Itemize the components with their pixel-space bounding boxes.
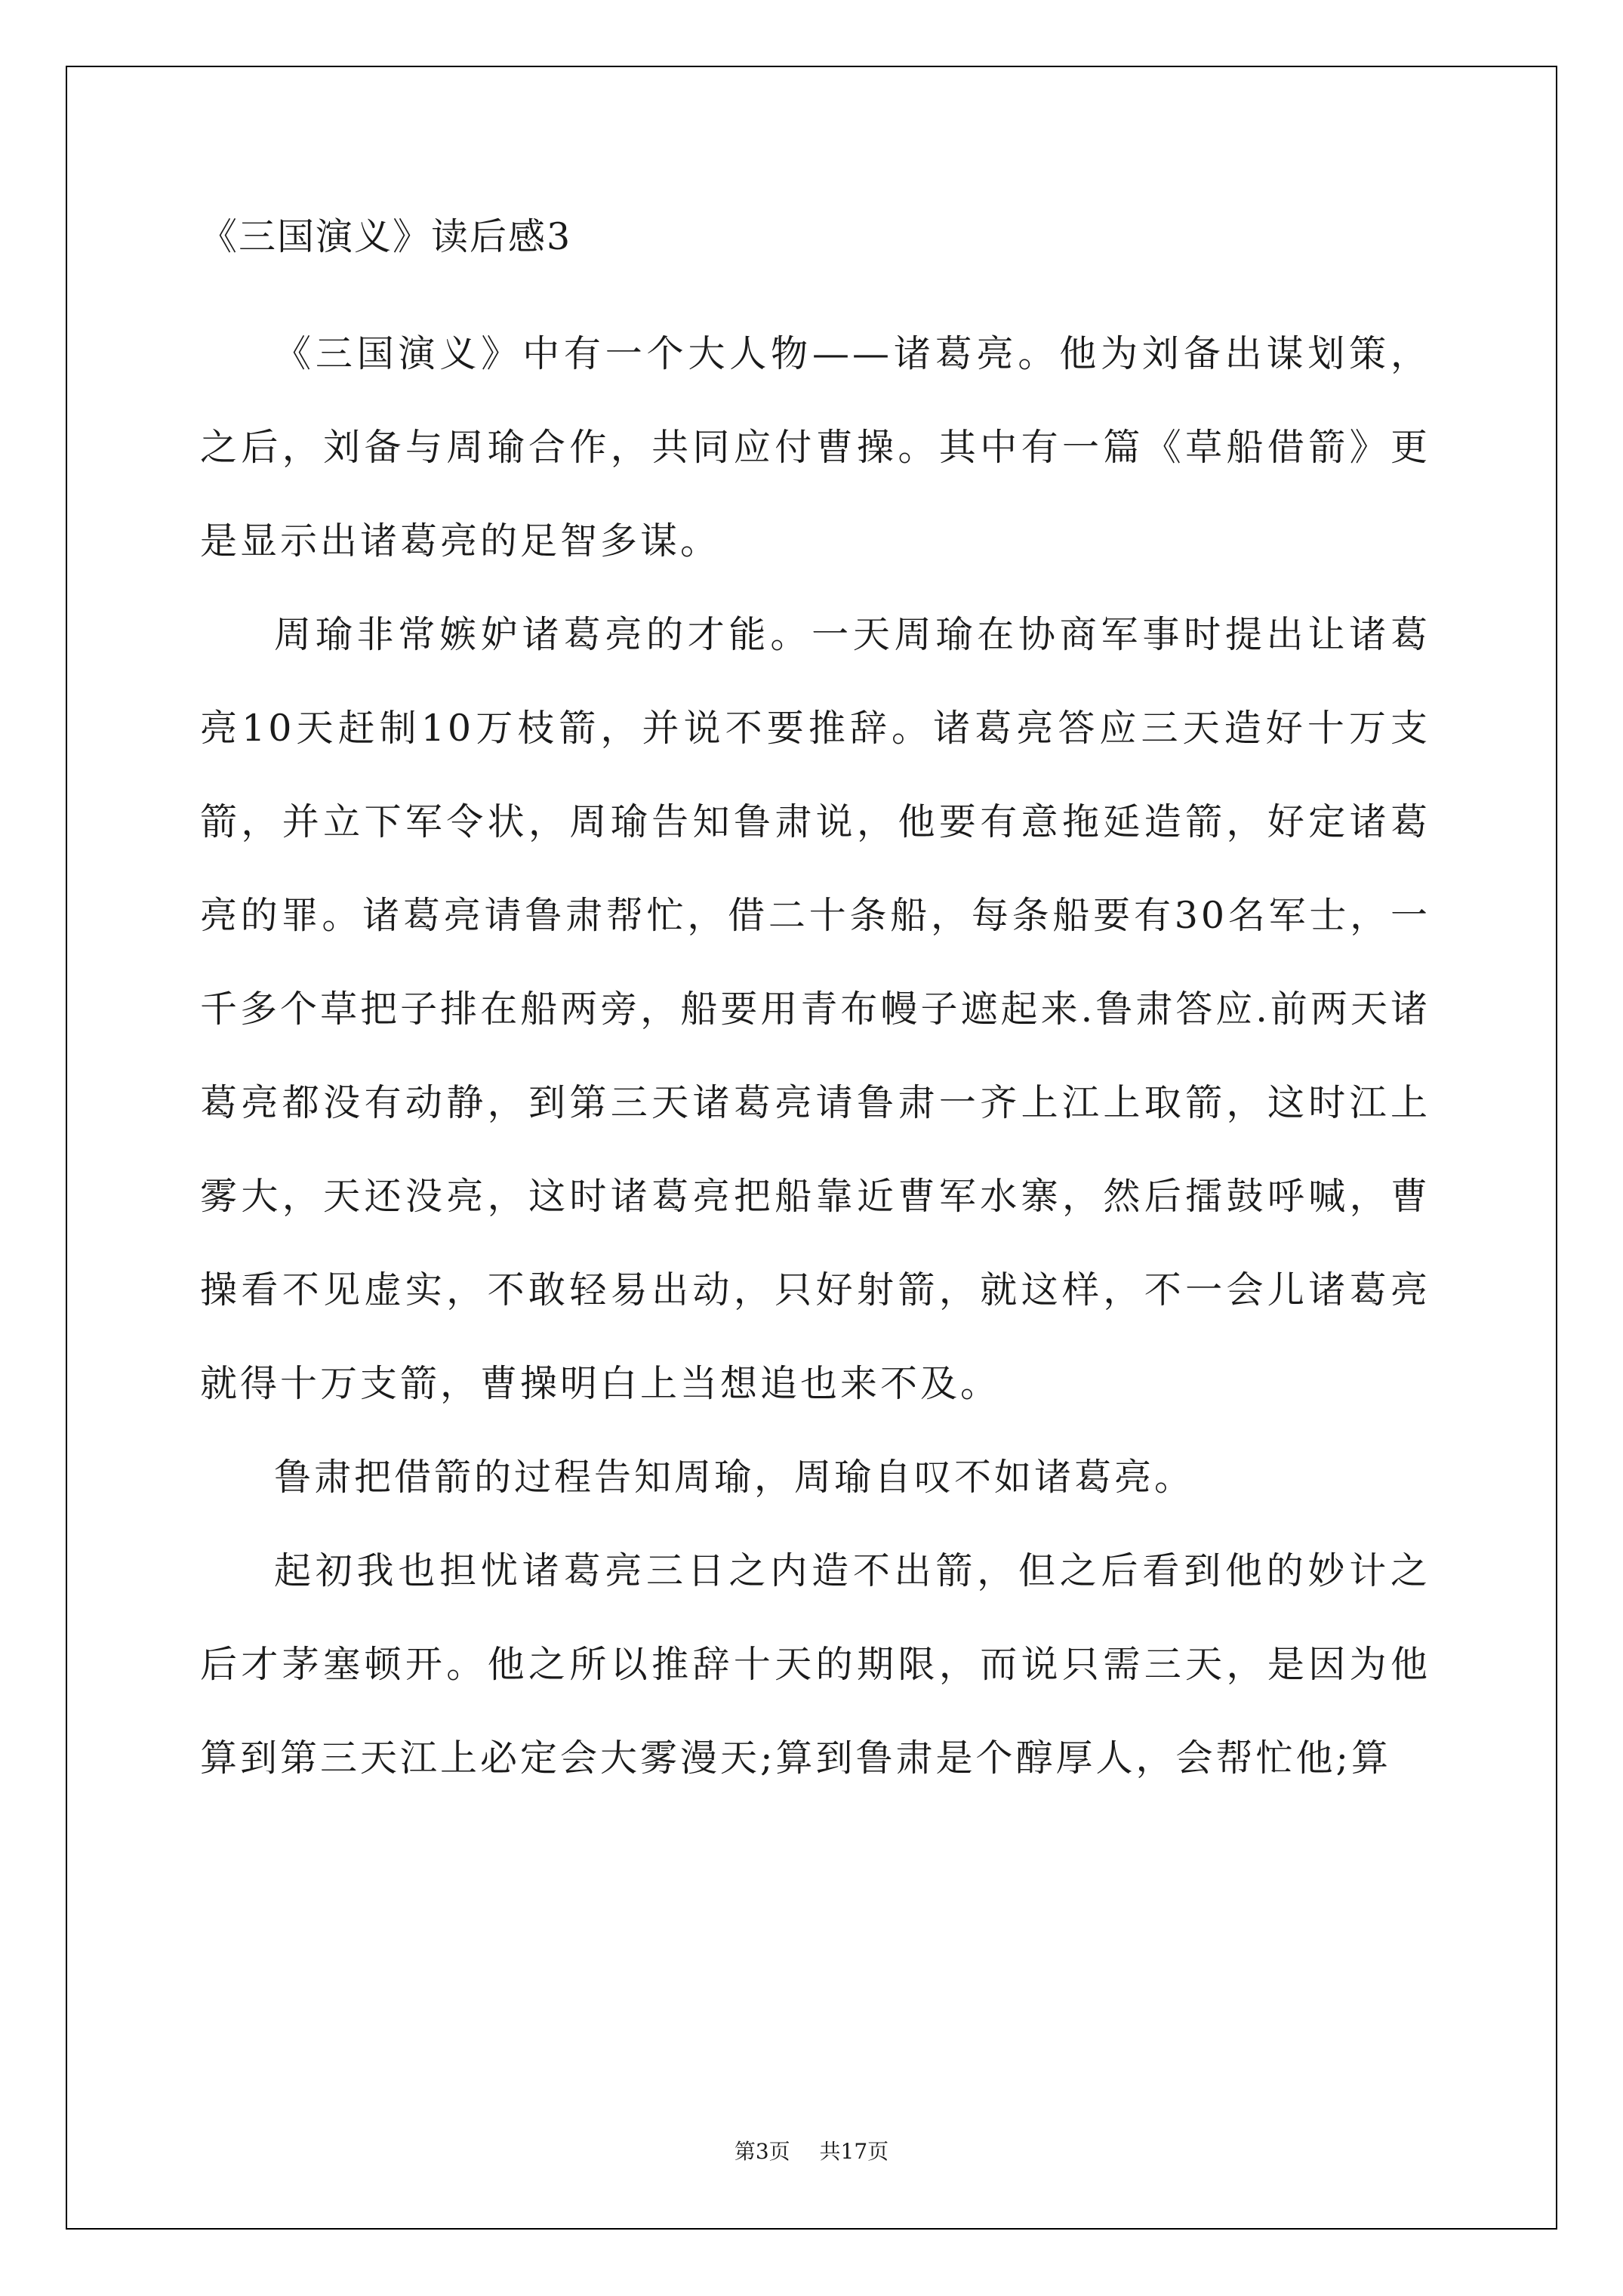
document-body <box>200 214 1431 1805</box>
page-number: 第3页 <box>734 2139 790 2164</box>
total-pages: 共17页 <box>819 2139 889 2164</box>
page-footer <box>0 2138 1623 2165</box>
paragraph-2: 周瑜非常嫉妒诸葛亮的才能。一天周瑜在协商军事时提出让诸葛亮10天赶制10万枝箭，并说不要推辞。诸葛亮答应三天造好十万支箭，并立下军令状，周瑜告知鲁肃说，他要有意拖延造箭，好定诸葛亮的罪。诸葛亮请鲁肃帮忙，借二十条船，每条船要有30名军士，一千多个草把子排在船两旁，船要用青布幔子遮起来.鲁肃答应.前两天诸葛亮都没有动静，到第三天诸葛亮请鲁肃一齐上江上取箭，这时江上雾大，天还没亮，这时诸葛亮把船靠近曹军水寨，然后擂鼓呼喊，曹操看不见虚实，不敢轻易出动，只好射箭，就这样，不一会儿诸葛亮就得十万支箭，曹操明白上当想追也来不及。 <box>200 613 1431 1405</box>
paragraph-1: 《三国演义》中有一个大人物——诸葛亮。他为刘备出谋划策，之后，刘备与周瑜合作，共同应付曹操。其中有一篇《草船借箭》更是显示出诸葛亮的足智多谋。 <box>200 332 1431 562</box>
document-title: 《三国演义》读后感3 <box>200 215 572 258</box>
paragraph-4: 起初我也担忧诸葛亮三日之内造不出箭，但之后看到他的妙计之后才茅塞顿开。他之所以推辞十天的期限，而说只需三天，是因为他算到第三天江上必定会大雾漫天;算到鲁肃是个醇厚人，会帮忙他;算 <box>200 1549 1431 1780</box>
paragraph-3: 鲁肃把借箭的过程告知周瑜，周瑜自叹不如诸葛亮。 <box>274 1456 1195 1499</box>
